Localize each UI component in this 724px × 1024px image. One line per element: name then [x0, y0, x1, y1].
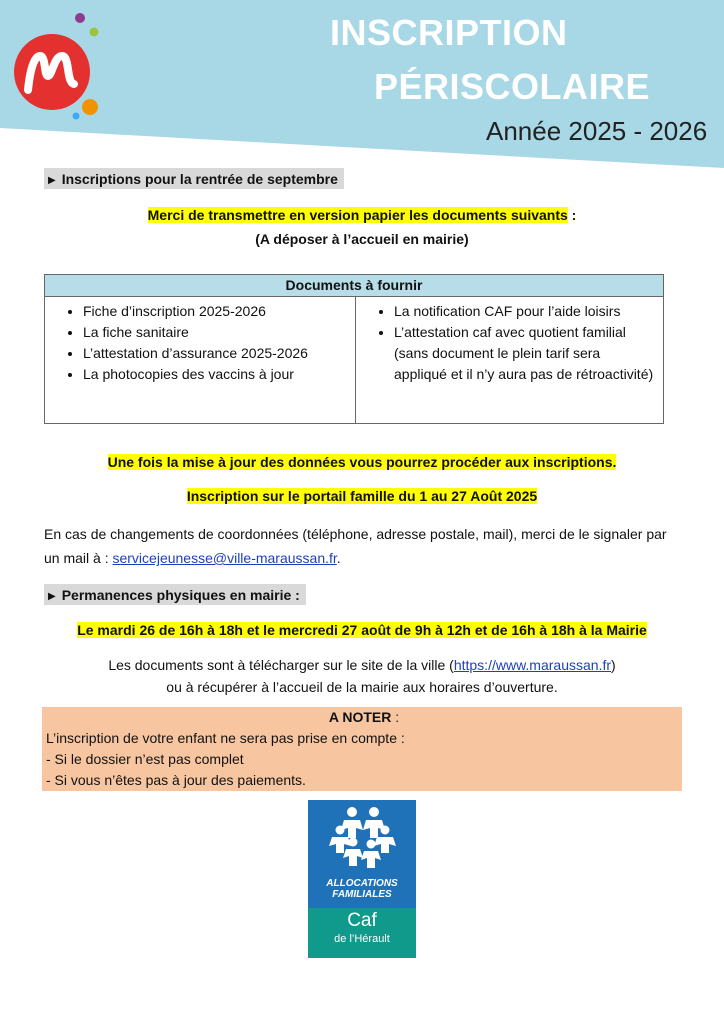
documents-table	[44, 274, 664, 424]
list-item: • La photocopies des vaccins à jour	[83, 364, 347, 385]
note-line-3: - Si vous n’êtes pas à jour des paiements.	[46, 772, 306, 788]
downloads-prefix: Les documents sont à télécharger sur le site de la ville (	[108, 657, 454, 673]
note-line-1: L’inscription de votre enfant ne sera pas prise en compte :	[46, 730, 405, 746]
downloads-line-2: ou à récupérer à l’accueil de la mairie aux horaires d’ouverture.	[166, 679, 558, 695]
caf-name: Caf	[347, 910, 377, 931]
update-notice-text: Une fois la mise à jour des données vous pourrez procéder aux inscriptions.	[107, 454, 617, 470]
intro-line-1-suffix: :	[567, 207, 577, 223]
section-heading-permanences-label: Permanences physiques en mairie :	[61, 587, 300, 603]
note-title	[42, 707, 682, 728]
section-heading-permanences	[44, 584, 306, 605]
caf-logo	[308, 800, 416, 958]
note-line-2: - Si le dossier n’est pas complet	[46, 751, 244, 767]
section-heading-rentree	[44, 168, 344, 189]
portal-dates-text: Inscription sur le portail famille du 1 au 27 Août 2025	[186, 488, 538, 504]
title-line-1: INSCRIPTION	[330, 12, 568, 53]
intro-line-1	[0, 207, 724, 223]
permanence-dates-text: Le mardi 26 de 16h à 18h et le mercredi 27 août de 9h à 12h et de 16h à 18h à la Mairie	[77, 622, 647, 638]
note-title-suffix: :	[391, 709, 400, 725]
caf-allocations-text	[308, 878, 416, 900]
contact-paragraph	[44, 522, 684, 570]
maraussan-logo	[8, 10, 108, 120]
triangle-right-icon: ▶	[48, 591, 56, 602]
downloads-suffix: )	[611, 657, 616, 673]
section-heading-rentree-label: Inscriptions pour la rentrée de septembre	[61, 171, 338, 187]
documents-column-right	[356, 297, 663, 423]
triangle-right-icon: ▶	[48, 175, 56, 186]
update-notice	[0, 454, 724, 470]
list-item: • Fiche d’inscription 2025-2026	[83, 301, 347, 322]
caf-line-2: FAMILIALES	[332, 889, 392, 900]
contact-end: .	[336, 550, 341, 566]
caf-logo-top	[308, 800, 416, 908]
contact-text: En cas de changements de coordonnées (téléphone, adresse postale, mail), merci de le signaler par un mail à :	[44, 526, 667, 566]
documents-table-header: Documents à fournir	[45, 275, 663, 297]
note-box	[42, 707, 682, 791]
list-item: • La notification CAF pour l’aide loisirs	[394, 301, 655, 322]
caf-department: de l’Hérault	[334, 933, 390, 945]
documents-column-left	[45, 297, 356, 423]
email-link[interactable]: servicejeunesse@ville-maraussan.fr	[112, 550, 337, 566]
permanence-dates	[0, 622, 724, 638]
list-item: • La fiche sanitaire	[83, 322, 347, 343]
downloads-line-1	[0, 654, 724, 676]
title-line-2: PÉRISCOLAIRE	[374, 66, 651, 107]
intro-line-2: (A déposer à l’accueil en mairie)	[255, 231, 469, 247]
list-item: • L’attestation d’assurance 2025-2026	[83, 343, 347, 364]
list-item: • L’attestation caf avec quotient familial (sans document le plein tarif sera appliqué et il n’y aura pas de rétroactivité)	[394, 322, 655, 385]
note-title-text: A NOTER	[328, 709, 392, 725]
family-figures-icon	[308, 800, 416, 878]
school-year: Année 2025 - 2026	[486, 116, 708, 146]
website-link[interactable]: https://www.maraussan.fr	[453, 657, 611, 673]
intro-highlight: Merci de transmettre en version papier les documents suivants	[147, 207, 568, 223]
caf-line-1: ALLOCATIONS	[326, 878, 398, 889]
portal-dates	[0, 488, 724, 504]
